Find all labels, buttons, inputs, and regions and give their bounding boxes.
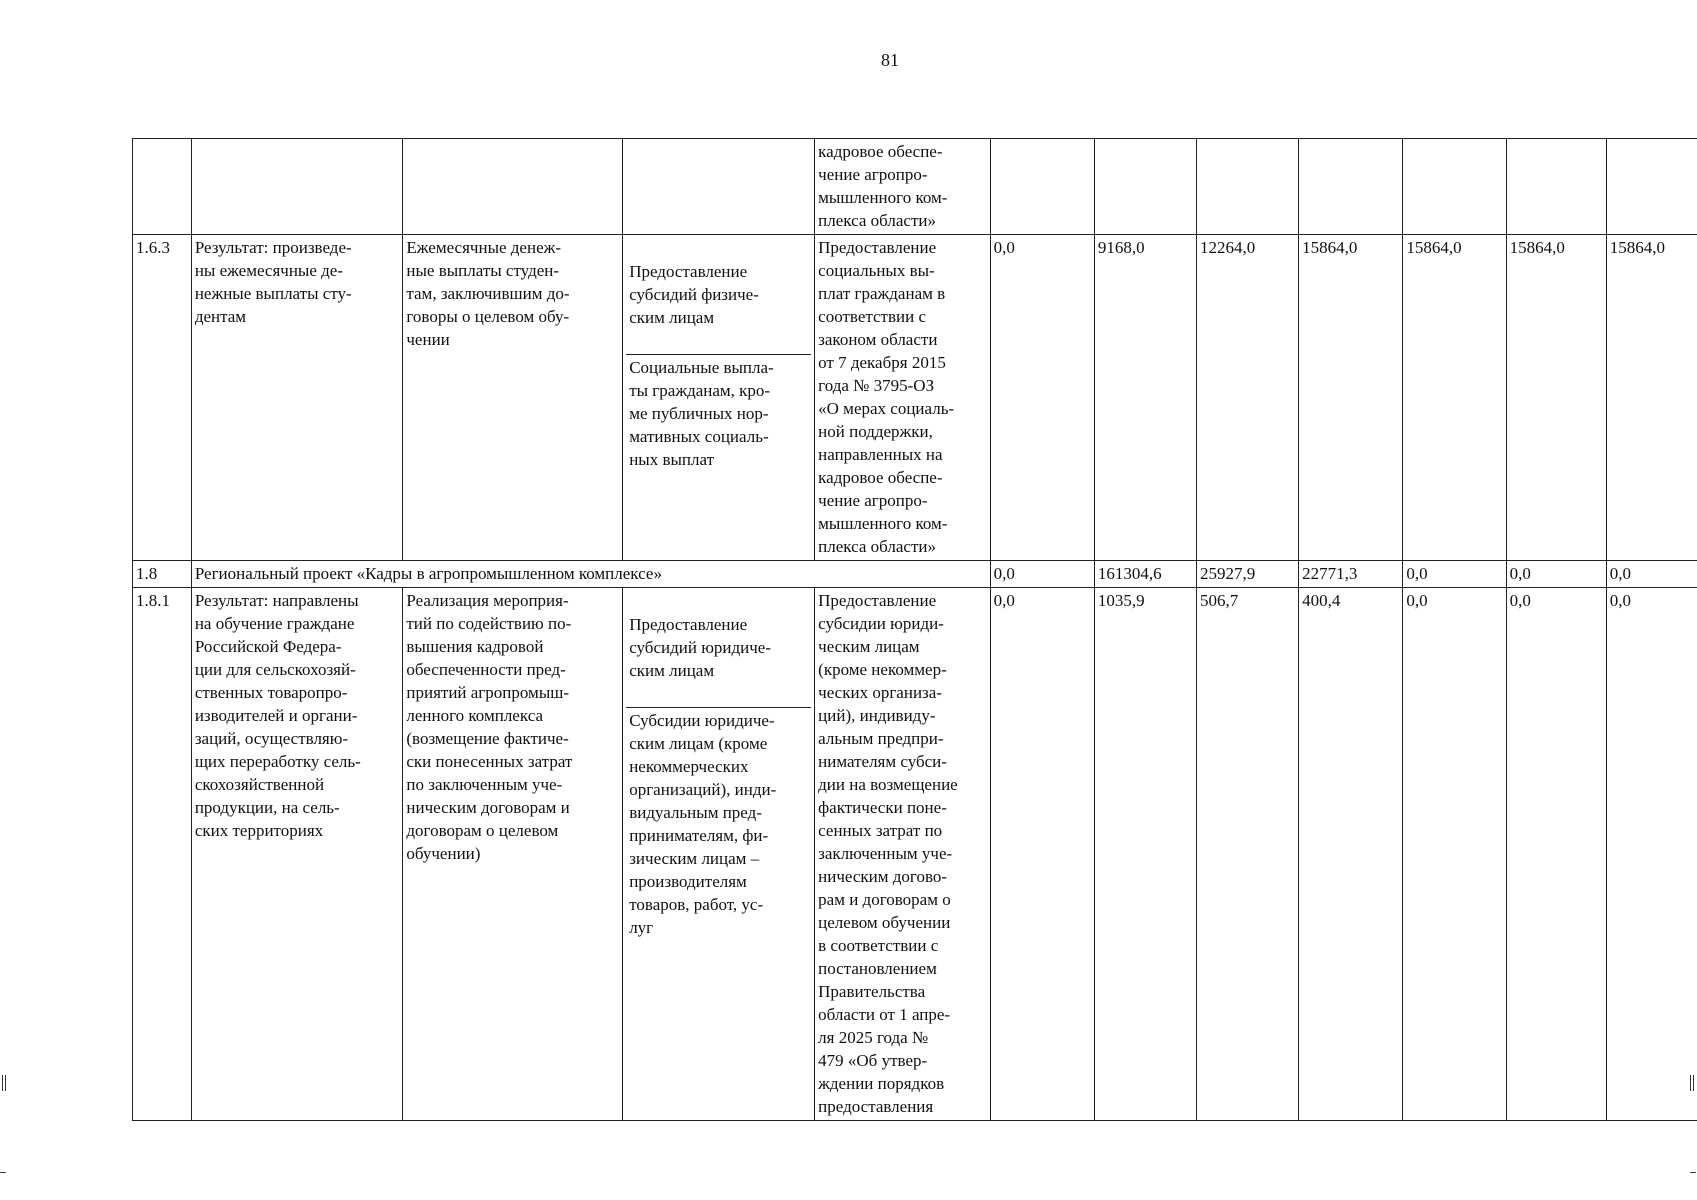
cell-result: Результат: направлены на обучение граждане Российской Федера- ции для сельскохозяй- ственных товаропро- изводителей и органи- заций, осуществляю- щих переработку сель- скохозяйственной продукции, на сель- ских территориях <box>191 588 403 1121</box>
cell-value: 0,0 <box>1403 588 1506 1121</box>
cell-code: 1.8.1 <box>133 588 192 1121</box>
cell-basis: Предоставление субсидии юриди- ческим лицам (кроме некоммер- ческих организа- ций), индивиду- альным предпри- нимателям субси- дии на возмещение фактически поне- сенных затрат по заключенным уче- ническим догово- рам и договорам о целевом обучении в соответствии с постановлением Правительства области от 1 апре- ля 2025 года № 479 «Об утвер- ждении порядков предоставления <box>815 588 990 1121</box>
cell-value: 12264,0 <box>1197 235 1299 561</box>
page-number: 81 <box>881 50 899 70</box>
cell-basis: Предоставление социальных вы- плат гражданам в соответствии с законом области от 7 декабря 2015 года № 3795-ОЗ «О мерах социаль- ной поддержки, направленных на кадровое обеспе- чение агропро- мышленного ком- плекса области» <box>815 235 990 561</box>
table-row-1-8-1 <box>133 588 1697 1121</box>
form-kind: Субсидии юридиче- ским лицам (кроме некоммерческих организаций), инди- видуальным пред- принимателям, фи- зическим лицам – производителям товаров, работ, ус- луг <box>626 707 811 941</box>
form-kind: Социальные выпла- ты гражданам, кро- ме публичных нор- мативных социаль- ных выплат <box>626 354 811 473</box>
cell-value: 25927,9 <box>1197 561 1299 588</box>
form-type: Предоставление субсидий физиче- ским лицам <box>629 262 759 327</box>
cell-value: 0,0 <box>990 561 1094 588</box>
cell-value <box>1299 139 1403 235</box>
cell-form <box>623 235 815 561</box>
cell-value: 0,0 <box>1506 561 1606 588</box>
cell-value: 0,0 <box>1506 588 1606 1121</box>
cell-value: 15864,0 <box>1606 235 1697 561</box>
table-row-1-8 <box>133 561 1697 588</box>
cell-value <box>1094 139 1196 235</box>
cell-value <box>1403 139 1506 235</box>
scan-margin-mark-right <box>1690 1075 1694 1091</box>
cell-result <box>191 139 403 235</box>
cell-value: 0,0 <box>990 588 1094 1121</box>
cell-code: 1.8 <box>133 561 192 588</box>
cell-basis: кадровое обеспе- чение агропро- мышленного ком- плекса области» <box>815 139 990 235</box>
scan-margin-dash-left <box>0 1172 6 1173</box>
budget-table <box>132 138 1697 1121</box>
cell-value: 0,0 <box>1403 561 1506 588</box>
table-row-1-6-3 <box>133 235 1697 561</box>
scan-margin-dash-right <box>1690 1172 1696 1173</box>
cell-value: 15864,0 <box>1506 235 1606 561</box>
cell-result: Результат: произведе- ны ежемесячные де- нежные выплаты сту- дентам <box>191 235 403 561</box>
form-type: Предоставление субсидий юридиче- ским лицам <box>629 615 771 680</box>
cell-value: 506,7 <box>1197 588 1299 1121</box>
cell-code: 1.6.3 <box>133 235 192 561</box>
cell-form <box>623 139 815 235</box>
cell-value: 1035,9 <box>1094 588 1196 1121</box>
scan-margin-mark-left <box>2 1075 6 1091</box>
cell-value: 0,0 <box>1606 561 1697 588</box>
cell-value: 15864,0 <box>1299 235 1403 561</box>
cell-value: 400,4 <box>1299 588 1403 1121</box>
cell-value <box>1506 139 1606 235</box>
table-row-continuation <box>133 139 1697 235</box>
cell-value: 161304,6 <box>1094 561 1196 588</box>
cell-value: 0,0 <box>990 235 1094 561</box>
cell-project-title: Региональный проект «Кадры в агропромышленном комплексе» <box>191 561 990 588</box>
cell-code <box>133 139 192 235</box>
cell-value: 0,0 <box>1606 588 1697 1121</box>
cell-form <box>623 588 815 1121</box>
cell-value <box>1197 139 1299 235</box>
cell-activity: Реализация мероприя- тий по содействию по- вышения кадровой обеспеченности пред- приятий агропромыш- ленного комплекса (возмещение фактиче- ски понесенных затрат по заключенным уче- ническим договорам и договорам о целевом обучении) <box>403 588 623 1121</box>
cell-value <box>1606 139 1697 235</box>
cell-value: 22771,3 <box>1299 561 1403 588</box>
cell-value <box>990 139 1094 235</box>
cell-activity <box>403 139 623 235</box>
cell-value: 9168,0 <box>1094 235 1196 561</box>
cell-value: 15864,0 <box>1403 235 1506 561</box>
cell-activity: Ежемесячные денеж- ные выплаты студен- там, заключившим до- говоры о целевом обу- чении <box>403 235 623 561</box>
